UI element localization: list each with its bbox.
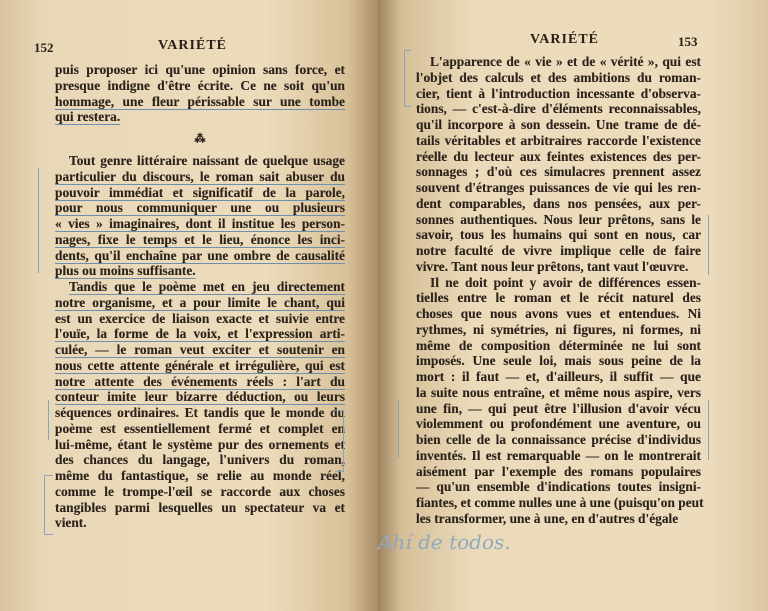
line [416,511,701,527]
text-line: violemment ou profondément une aventure, ou [416,416,701,432]
line [416,464,701,480]
text-line: les transformer, une à une, en d'autres d'égale [416,510,679,526]
text-line: inventés. Il est remarquable — on le montrerait [416,447,701,463]
text-line: dents, qu'il enchaîne par une ombre de causalité [55,247,345,263]
line [55,421,345,437]
text-line: « vies » imaginaires, dont il institue les person- [55,216,345,231]
left-page [0,0,378,611]
text-line: nous cette attente générale et irrégulière, qui est [55,357,345,373]
line [416,338,701,354]
line [416,164,701,180]
line [416,212,701,228]
page-number: 152 [34,40,54,55]
line [55,500,345,516]
line [416,353,701,369]
text-line: comme le trompe-l'œil se raccorde aux choses [55,483,345,499]
line [55,326,345,342]
text-line: imposés. Une seule loi, mais sous peine de la [416,353,701,369]
text-line: choses que nous avons vues et entendues. Ni [416,306,701,321]
right-page [378,0,768,611]
margin-bracket [44,475,53,535]
text-line: même du fantastique, se relie au monde réel, [55,468,345,483]
left-page-text [55,62,345,531]
line [416,180,701,196]
text-line: même de composition déterminée ne lui sont [416,337,701,353]
line [55,185,345,201]
section-stars: ⁂ [194,133,206,145]
line [416,322,701,338]
line [416,479,701,495]
line [416,117,701,133]
text-line: notre organisme, et a pour limite le chant, qui [55,294,345,310]
text-line: pouvoir immédiat et significatif de la parole, [55,184,345,200]
text-line: plus ou moins suffisante. [55,263,196,279]
line [416,227,701,243]
line [55,342,345,358]
text-line: fiantes, et comme nulles une à une (puisqu'on peut [416,495,704,510]
text-line: rythmes, ni symétries, ni figures, ni formes, ni [416,321,701,337]
line [416,54,701,70]
margin-line [38,168,39,273]
line [416,432,701,448]
text-line: mort : il faut — et, d'ailleurs, il suffit — que [416,369,701,384]
text-line: cier, tient à l'introduction incessante d'observa- [416,85,701,101]
text-line: presque indigne d'être écrite. Ce ne soit qu'un [55,77,345,93]
line [55,405,345,421]
margin-line [48,400,49,440]
line [416,86,701,102]
line [416,259,701,275]
line [55,358,345,374]
page-number: 153 [678,34,698,49]
text-line: est un exercice de liaison exacte et suivie entre [55,310,345,326]
margin-line [708,215,709,275]
line [55,515,345,531]
text-line: bien celle de la connaissance précise d'individus [416,432,701,447]
text-line: vient. [55,515,87,531]
text-line: notre attente des événements réels : l'art du [55,373,345,389]
text-line: réelle du lecteur aux feintes existences des per- [416,148,701,164]
text-line: hommage, une fleur périssable sur une tombe [55,93,345,109]
line [55,94,345,110]
text-line: vivre. Tant nous leur prêtons, tant vaut l'œuvre. [416,258,689,274]
line [416,275,701,291]
text-line: L'apparence de « vie » et de « vérité », qui est [430,54,701,69]
line [55,452,345,468]
line [55,109,345,125]
text-line: aisément par l'exemple des romans populaires [416,463,701,479]
line [55,279,345,295]
line [55,248,345,264]
line [416,401,701,417]
text-line: pour nous communiquer une ou plusieurs [55,200,345,216]
line [416,495,704,511]
text-line: savoir, tous les humains qui sont en nous, car [416,227,701,243]
text-line: séquences ordinaires. Et tandis que le monde du [55,405,345,420]
text-line: puis proposer ici qu'une opinion sans force, et [55,62,345,77]
text-line: tions, — c'est-à-dire d'éléments reconnaissables, [416,101,701,117]
text-line: qu'il incorpore à son dessein. Une trame de dé- [416,117,701,132]
text-line: tielles entre le roman et le récit naturel des [416,290,701,306]
text-line: notre faculté de vivre implique celle de faire [416,243,701,258]
margin-bracket [404,50,411,107]
line [55,468,345,484]
line [416,290,701,306]
text-line: dent comparables, dans nos pensées, aux per- [416,195,701,211]
line [416,133,701,149]
handwritten-note: Ahí de todos. [378,530,511,554]
line [416,243,701,259]
line [416,70,701,86]
text-line: l'ouïe, la forme de la voix, et l'expression arti- [55,326,345,342]
line [55,389,345,405]
text-line: une fin, — qui peut être l'illusion d'avoir vécu [416,400,701,416]
line [416,416,701,432]
line [55,437,345,453]
line [55,78,345,94]
line [55,232,345,248]
right-page-text [416,54,704,527]
text-line: lui-même, étant le système pur des ornements et [55,436,345,452]
text-line: Il ne doit point y avoir de différences essen- [430,274,701,290]
line [416,306,701,322]
text-line: la suite nous entraîne, et même nous aspire, vers [416,384,701,400]
line [55,153,345,169]
text-line: Tandis que le poème met en jeu directement [69,279,345,294]
line [55,216,345,232]
running-head: VARIÉTÉ [530,32,599,47]
line [55,484,345,500]
margin-bracket [335,410,344,472]
line [55,62,345,78]
text-line: nages, fixe le temps et le lieu, énonce les inci- [55,231,345,247]
text-line: particulier du discours, le roman sait abuser du [55,168,345,184]
line [416,101,701,117]
line [416,385,701,401]
text-line: culée, — le roman veut exciter et soutenir en [55,342,345,357]
line [55,263,345,279]
text-line: sonnes authentiques. Nous leur prêtons, sans le [416,211,701,227]
line [55,295,345,311]
text-line: souvent d'étranges puissances de vie qui les ren- [416,180,701,195]
text-line: poème est essentiellement fermé et complet en [55,420,345,436]
running-head: VARIÉTÉ [158,38,227,53]
text-line: conteur imite leur bizarre déduction, ou leurs [55,389,345,405]
line [55,374,345,390]
text-line: sonnages ; d'où ces simulacres prennent assez [416,164,701,180]
line [55,169,345,185]
line [416,196,701,212]
margin-line [398,400,399,458]
margin-line [708,400,709,460]
text-line: qui restera. [55,109,121,125]
line [416,448,701,464]
text-line: des chances du langage, l'univers du roman, [55,452,345,468]
text-line: — qu'un ensemble d'indications toutes insigni- [416,479,701,495]
line [55,311,345,327]
text-line: tails véritables et arbitraires raccorde l'existence [416,132,701,148]
text-line: Tout genre littéraire naissant de quelque usage [69,153,345,168]
line [416,369,701,385]
line [55,200,345,216]
line [416,149,701,165]
text-line: tangibles parmi lesquelles un spectateur va et [55,499,345,515]
text-line: l'objet des calculs et des ambitions du roman- [416,69,701,85]
